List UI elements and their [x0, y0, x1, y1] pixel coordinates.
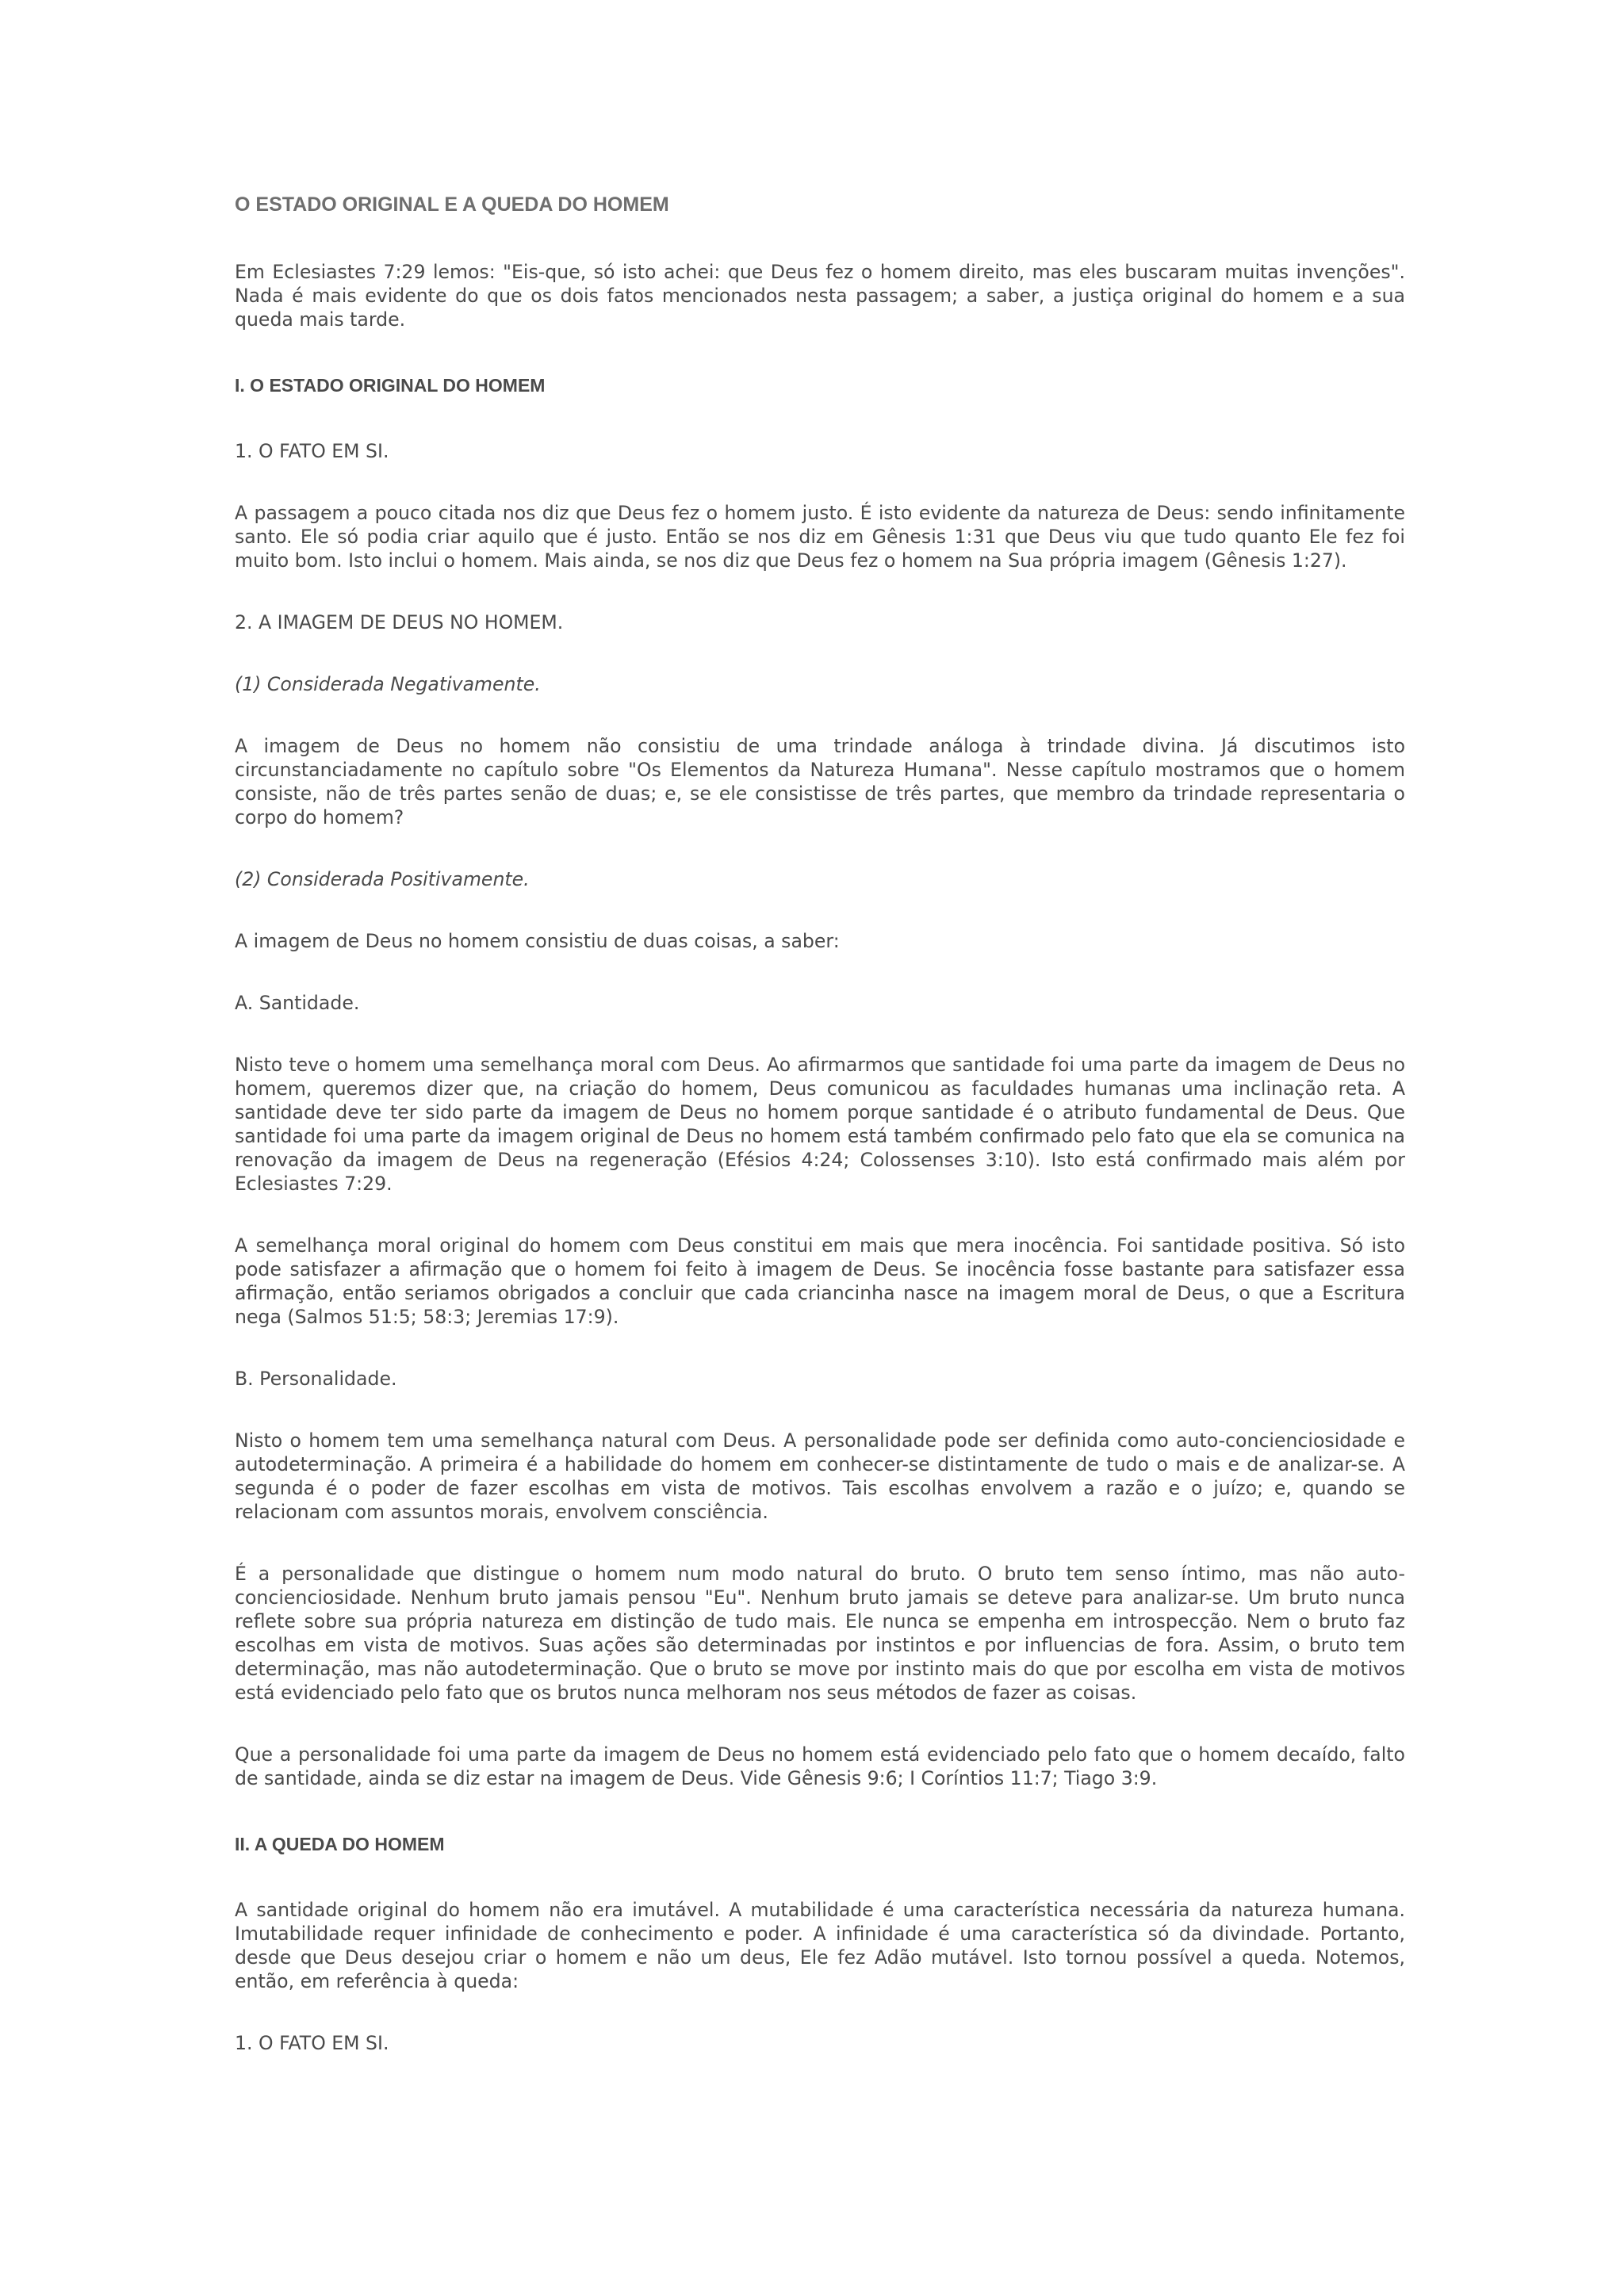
section-heading-original-state: I. O ESTADO ORIGINAL DO HOMEM — [235, 375, 546, 396]
paragraph-personality-3: Que a personalidade foi uma parte da imagem de Deus no homem está evidenciado pelo fato que o homem decaído, falto de santidade, ainda se diz estar na imagem de Deus. Vide Gênesis 9:6; I Coríntios 11:7; Tiago 3:9. — [235, 1743, 1405, 1789]
intro-paragraph: Em Eclesiastes 7:29 lemos: "Eis-que, só isto achei: que Deus fez o homem direito, mas eles buscaram muitas invenções". Nada é mais evidente do que os dois fatos mencionados nesta passagem; a saber, a justiça original do homem e a sua queda mais tarde. — [235, 261, 1405, 331]
paragraph-negatively: A imagem de Deus no homem não consistiu de uma trindade análoga à trindade divina. Já discutimos isto circunstanciadamente no capítulo sobre "Os Elementos da Natureza Humana". Nesse capítulo mostramos que o homem consiste, não de três partes senão de duas; e, se ele consistisse de três partes, que membro da trindade representaria o corpo do homem? — [235, 735, 1405, 828]
paragraph-personality-1: Nisto o homem tem uma semelhança natural com Deus. A personalidade pode ser definida como auto-concienciosidade e autodeterminação. A primeira é a habilidade do homem em conhecer-se distintamente de tudo o mais e de analizar-se. A segunda é o poder de fazer escolhas em vista de motivos. Tais escolhas envolvem a razão e o juízo; e, quando se relacionam com assuntos morais, envolvem consciência. — [235, 1429, 1405, 1523]
paragraph-fact-itself: A passagem a pouco citada nos diz que Deus fez o homem justo. É isto evidente da natureza de Deus: sendo infinitamente santo. Ele só podia criar aquilo que é justo. Então se nos diz em Gênesis 1:31 que Deus viu que tudo quanto Ele fez foi muito bom. Isto inclui o homem. Mais ainda, se nos diz que Deus fez o homem na Sua própria imagem (Gênesis 1:27). — [235, 502, 1405, 572]
paragraph-fall: A santidade original do homem não era imutável. A mutabilidade é uma característica necessária da natureza humana. Imutabilidade requer infinidade de conhecimento e poder. A infinidade é uma característica só da divindade. Portanto, desde que Deus desejou criar o homem e não um deus, Ele fez Adão mutável. Isto tornou possível a queda. Notemos, então, em referência à queda: — [235, 1899, 1405, 1992]
section-heading-fall: II. A QUEDA DO HOMEM — [235, 1834, 445, 1854]
subheading-personality: B. Personalidade. — [235, 1368, 397, 1390]
paragraph-holiness-1: Nisto teve o homem uma semelhança moral com Deus. Ao afirmarmos que santidade foi uma parte da imagem de Deus no homem, queremos dizer que, na criação do homem, Deus comunicou as faculdades humanas uma inclinação reta. A santidade deve ter sido parte da imagem de Deus no homem porque santidade é o atributo fundamental de Deus. Que santidade foi uma parte da imagem original de Deus no homem está também confirmado pelo fato que ela se comunica na renovação da imagem de Deus na regeneração (Efésios 4:24; Colossenses 3:10). Isto está confirmado mais além por Eclesiastes 7:29. — [235, 1054, 1405, 1195]
subheading-fact-itself: 1. O FATO EM SI. — [235, 440, 389, 462]
paragraph-personality-2: É a personalidade que distingue o homem num modo natural do bruto. O bruto tem senso íntimo, mas não auto-concienciosidade. Nenhum bruto jamais pensou "Eu". Nenhum bruto jamais se deteve para analizar-se. Um bruto nunca reflete sobre sua própria natureza em distinção de tudo mais. Ele nunca se empenha em introspecção. Nem o bruto faz escolhas em vista de motivos. Suas ações são determinadas por instintos e por influencias de fora. Assim, o bruto tem determinação, mas não autodeterminação. Que o bruto se move por instinto mais do que por escolha em vista de motivos está evidenciado pelo fato que os brutos nunca melhoram nos seus métodos de fazer as coisas. — [235, 1563, 1405, 1704]
subheading-positively: (2) Considerada Positivamente. — [235, 868, 530, 890]
document-page — [235, 187, 1405, 2093]
paragraph-holiness-2: A semelhança moral original do homem com Deus constitui em mais que mera inocência. Foi santidade positiva. Só isto pode satisfazer a afirmação que o homem foi feito à imagem de Deus. Se inocência fosse bastante para satisfazer essa afirmação, então seriamos obrigados a concluir que cada criancinha nasce na imagem moral de Deus, o que a Escritura nega (Salmos 51:5; 58:3; Jeremias 17:9). — [235, 1234, 1405, 1328]
document-title: O ESTADO ORIGINAL E A QUEDA DO HOMEM — [235, 193, 669, 216]
subheading-negatively: (1) Considerada Negativamente. — [235, 673, 541, 695]
subheading-holiness: A. Santidade. — [235, 992, 360, 1014]
subheading-image-of-god: 2. A IMAGEM DE DEUS NO HOMEM. — [235, 611, 564, 633]
subheading-fall-fact-itself: 1. O FATO EM SI. — [235, 2032, 389, 2054]
paragraph-positively: A imagem de Deus no homem consistiu de duas coisas, a saber: — [235, 930, 840, 952]
